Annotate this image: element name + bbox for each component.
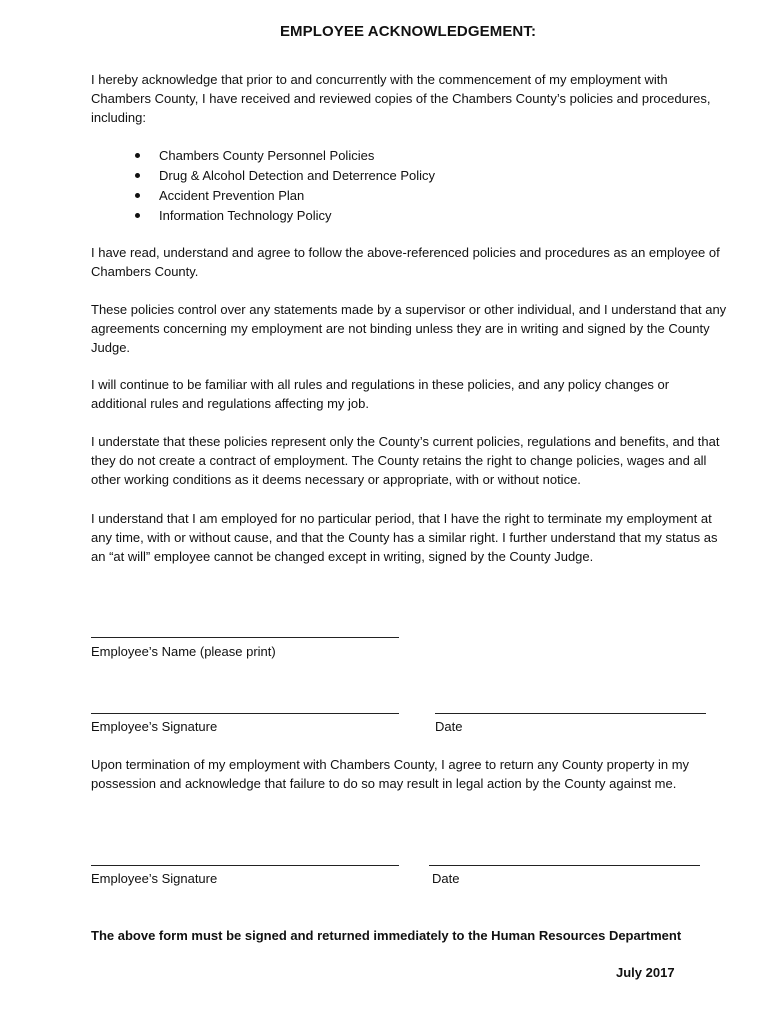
no-contract-paragraph: I understate that these policies represent only the County’s current policies, regulations and benefits, and that they do not create a contract of employment. The County retains the right to change policies, wages and all other working conditions as it deems necessary or appropriate, with or without notice. <box>91 434 720 487</box>
intro-paragraph: I hereby acknowledge that prior to and concurrently with the commencement of my employment with Chambers County, I have received and reviewed copies of the Chambers County’s policies and procedures, including: <box>91 72 711 125</box>
return-instruction-note: The above form must be signed and returned immediately to the Human Resources Department <box>91 928 682 943</box>
list-item: Accident Prevention Plan <box>135 186 435 206</box>
revision-date: July 2017 <box>616 965 675 980</box>
date-line-2[interactable] <box>429 865 700 866</box>
at-will-paragraph: I understand that I am employed for no particular period, that I have the right to terminate my employment at any time, with or without cause, and that the County has a similar right. I further understand that my status as an “at will” employee cannot be changed except in writing, signed by the County Judge. <box>91 511 718 564</box>
policy-list <box>135 146 435 226</box>
policies-control-paragraph: These policies control over any statements made by a supervisor or other individual, and I understand that any agreements concerning my employment are not binding unless they are in writing and signed by the County Judge. <box>91 302 727 355</box>
employee-signature-line-2[interactable] <box>91 865 399 866</box>
read-agree-paragraph: I have read, understand and agree to follow the above-referenced policies and procedures as an employee of Chambers County. <box>91 245 720 279</box>
list-item: Information Technology Policy <box>135 206 435 226</box>
employee-signature-line-1[interactable] <box>91 713 399 714</box>
date-line-1[interactable] <box>435 713 706 714</box>
employee-name-label: Employee’s Name (please print) <box>91 644 276 659</box>
document-title: EMPLOYEE ACKNOWLEDGEMENT: <box>279 23 537 40</box>
date-label-2: Date <box>432 871 460 886</box>
list-item: Chambers County Personnel Policies <box>135 146 435 166</box>
employee-signature-label-2: Employee’s Signature <box>91 871 218 886</box>
property-return-paragraph: Upon termination of my employment with Chambers County, I agree to return any County property in my possession and acknowledge that failure to do so may result in legal action by the County against me. <box>91 757 690 791</box>
employee-signature-label-1: Employee’s Signature <box>91 719 218 734</box>
continue-familiar-paragraph: I will continue to be familiar with all rules and regulations in these policies, and any policy changes or additional rules and regulations affecting my job. <box>91 377 670 411</box>
date-label-1: Date <box>435 719 463 734</box>
list-item: Drug & Alcohol Detection and Deterrence Policy <box>135 166 435 186</box>
employee-name-line[interactable] <box>91 637 399 638</box>
